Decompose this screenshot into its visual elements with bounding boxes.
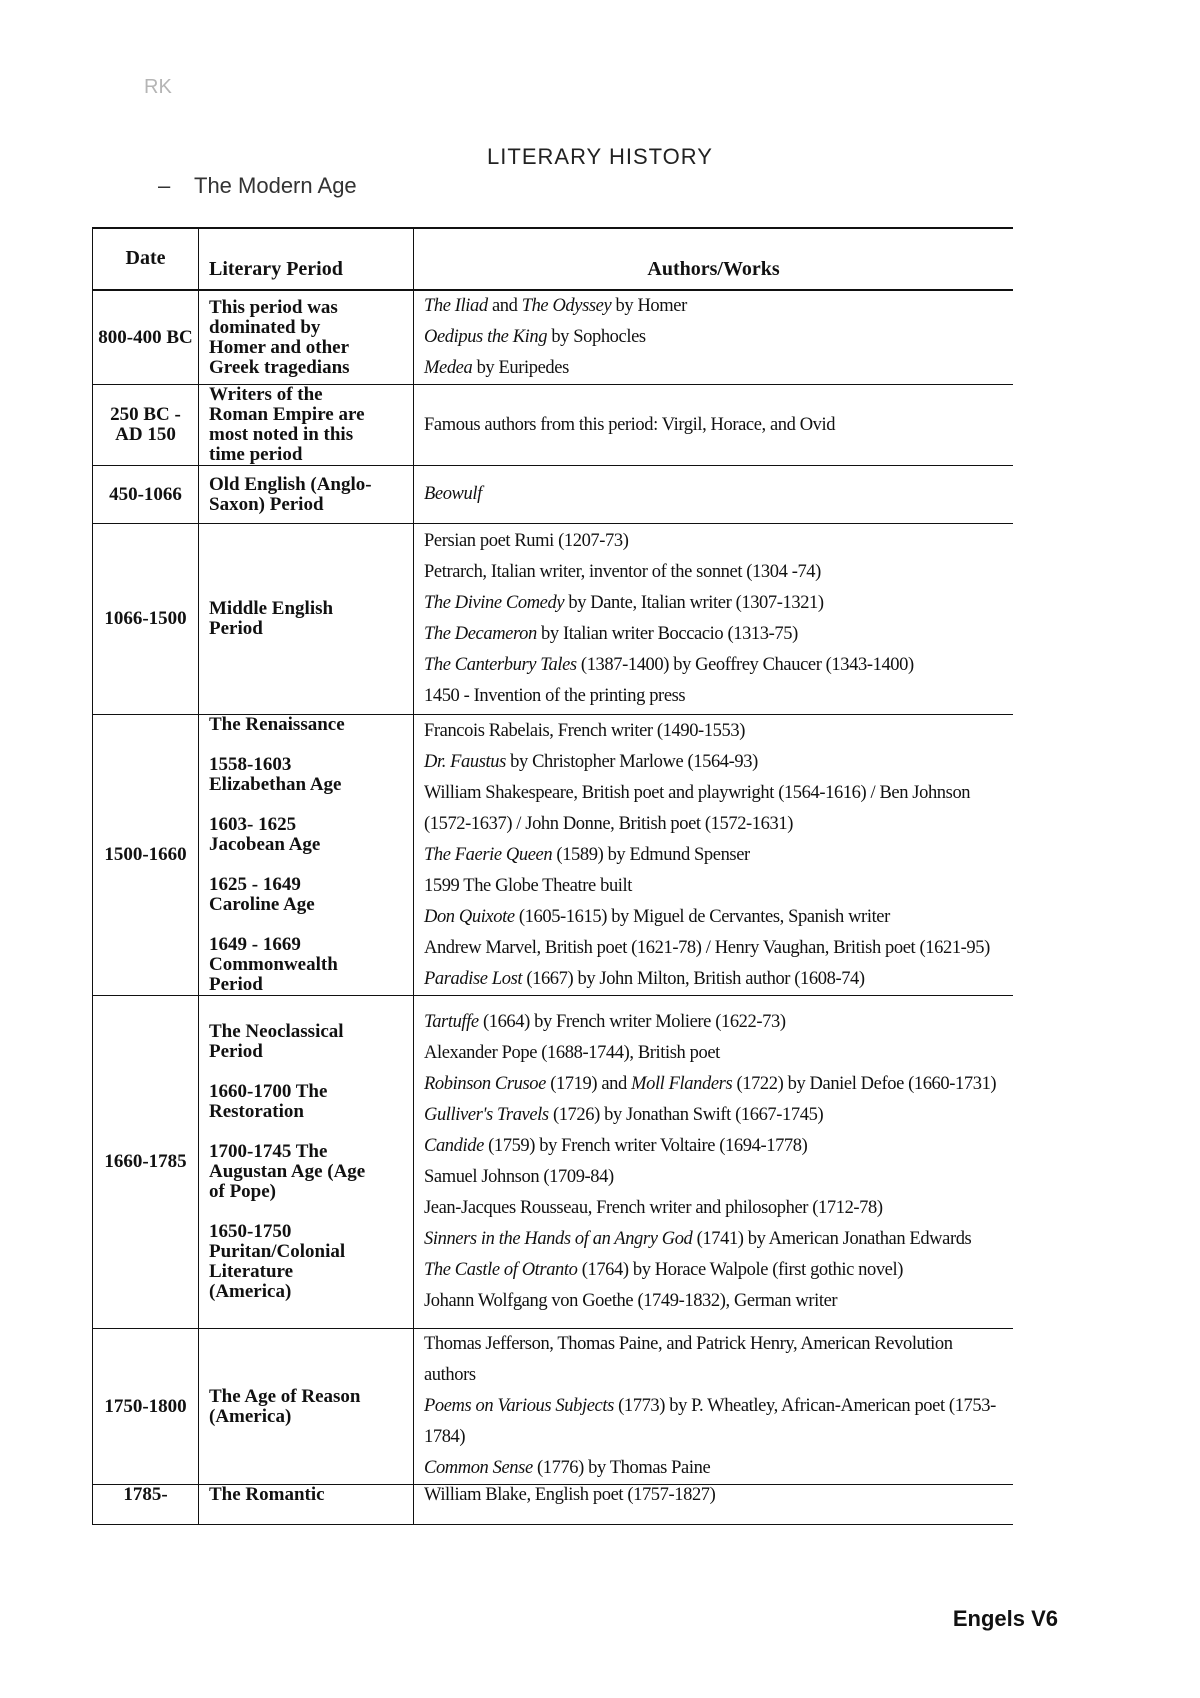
work-entry <box>424 716 1003 747</box>
work-entry <box>424 619 1003 650</box>
work-entry <box>424 588 1003 619</box>
table-row <box>93 1485 1014 1525</box>
work-entry <box>424 1193 1003 1224</box>
period-line: Old English (Anglo- <box>209 473 372 495</box>
work-entry <box>424 1162 1003 1193</box>
work-text: (1722) by Daniel Defoe (1660-1731) <box>732 1074 997 1094</box>
work-title: Sinners in the Hands of an Angry God <box>424 1229 693 1249</box>
row-literary-period <box>199 466 414 524</box>
row-date: 250 BC - AD 150 <box>93 385 199 466</box>
work-title: Medea <box>424 358 473 378</box>
work-entry <box>424 1131 1003 1162</box>
period-line: Augustan Age (Age <box>209 1161 366 1182</box>
period-line: of Pope) <box>209 1181 277 1202</box>
period-line: Commonwealth <box>209 954 338 975</box>
footer-label: Engels V6 <box>952 1606 1058 1631</box>
work-entry <box>424 291 1003 322</box>
work-title: Paradise Lost <box>424 968 523 989</box>
period-group <box>209 1022 407 1062</box>
work-text: by Italian writer Boccacio (1313-75) <box>536 624 798 644</box>
work-text: Persian poet Rumi (1207-73) <box>424 531 629 551</box>
period-line: Greek tragedians <box>209 356 350 378</box>
work-title: Don Quixote <box>424 906 515 927</box>
work-entry <box>424 1069 1003 1100</box>
period-line: Elizabethan Age <box>209 774 342 795</box>
period-group <box>209 599 407 639</box>
document-title: LITERARY HISTORY <box>487 144 713 169</box>
period-group <box>209 475 407 515</box>
header-authors-works: Authors/Works <box>414 228 1014 290</box>
period-line: Saxon) Period <box>209 493 324 515</box>
work-entry <box>424 1224 1003 1255</box>
row-authors-works <box>414 290 1014 385</box>
work-text: (1589) by Edmund Spenser <box>552 844 750 865</box>
work-title: The Divine Comedy <box>424 593 565 613</box>
work-entry <box>424 479 1003 510</box>
period-line: 1603- 1625 <box>209 814 297 835</box>
work-entry <box>424 526 1003 557</box>
period-line: dominated by <box>209 316 321 338</box>
work-entry <box>424 1391 1003 1453</box>
work-text: Petrarch, Italian writer, inventor of the sonnet (1304 -74) <box>424 562 821 582</box>
work-entry <box>424 840 1003 871</box>
period-group <box>209 298 407 378</box>
period-line: Jacobean Age <box>209 834 321 855</box>
period-group <box>209 715 407 735</box>
period-line: Period <box>209 618 263 639</box>
work-title: Candide <box>424 1136 484 1156</box>
row-date: 1066-1500 <box>93 524 199 715</box>
work-entry <box>424 964 1003 995</box>
period-line: Literature <box>209 1261 294 1282</box>
row-authors-works <box>414 385 1014 466</box>
row-authors-works <box>414 715 1014 996</box>
work-text: Alexander Pope (1688-1744), British poet <box>424 1043 720 1063</box>
row-date: 450-1066 <box>93 466 199 524</box>
table-row <box>93 385 1014 466</box>
work-title: Common Sense <box>424 1458 533 1478</box>
period-group <box>209 755 407 795</box>
period-line: The Romantic <box>209 1484 325 1505</box>
work-entry <box>424 871 1003 902</box>
work-text: Francois Rabelais, French writer (1490-1553) <box>424 720 745 741</box>
work-entry <box>424 1485 1003 1505</box>
work-entry <box>424 1007 1003 1038</box>
row-date: 1500-1660 <box>93 715 199 996</box>
period-line: Caroline Age <box>209 894 315 915</box>
period-line: Roman Empire are <box>209 404 365 425</box>
work-text: Samuel Johnson (1709-84) <box>424 1167 614 1187</box>
subtitle-dash: – <box>158 173 171 198</box>
work-text: Jean-Jacques Rousseau, French writer and philosopher (1712-78) <box>424 1198 883 1218</box>
work-text: 1599 The Globe Theatre built <box>424 875 633 896</box>
work-text: (1605-1615) by Miguel de Cervantes, Spanish writer <box>514 906 890 927</box>
period-line: Writers of the <box>209 384 323 405</box>
row-authors-works <box>414 524 1014 715</box>
header-date: Date <box>93 228 199 290</box>
period-line: The Renaissance <box>209 714 345 735</box>
row-date: 1785- <box>93 1485 199 1525</box>
document-subtitle <box>158 173 357 199</box>
work-entry <box>424 557 1003 588</box>
work-text: William Shakespeare, British poet and playwright (1564-1616) / Ben Johnson (1572-1637) / John Donne, British poet (1572-1631) <box>424 782 971 834</box>
period-group <box>209 815 407 855</box>
period-line: The Age of Reason <box>209 1385 361 1407</box>
work-entry <box>424 933 1003 964</box>
work-text: by Sophocles <box>547 327 646 347</box>
work-text: Johann Wolfgang von Goethe (1749-1832), German writer <box>424 1291 838 1311</box>
work-text: Famous authors from this period: Virgil, Horace, and Ovid <box>424 414 836 435</box>
period-line: Puritan/Colonial <box>209 1241 346 1262</box>
work-title: The Decameron <box>424 624 537 644</box>
row-literary-period <box>199 996 414 1329</box>
work-text: (1664) by French writer Moliere (1622-73) <box>478 1012 786 1032</box>
work-entry <box>424 902 1003 933</box>
table-body <box>93 290 1014 1525</box>
work-text: (1741) by American Jonathan Edwards <box>692 1229 972 1249</box>
work-text: and <box>487 296 522 316</box>
work-entry <box>424 778 1003 840</box>
row-literary-period <box>199 290 414 385</box>
table-row <box>93 290 1014 385</box>
work-text: by Dante, Italian writer (1307-1321) <box>564 593 824 613</box>
work-entry <box>424 410 1003 441</box>
period-line: (America) <box>209 1281 292 1302</box>
period-line: Homer and other <box>209 336 350 358</box>
work-title: The Iliad <box>424 296 488 316</box>
period-line: most noted in this <box>209 424 354 445</box>
period-line: (America) <box>209 1405 292 1427</box>
header-literary-period: Literary Period <box>199 228 414 290</box>
work-title: Moll Flanders <box>631 1074 733 1094</box>
row-authors-works <box>414 1329 1014 1485</box>
period-group <box>209 1222 407 1302</box>
period-line: Period <box>209 1041 263 1062</box>
work-text: William Blake, English poet (1757-1827) <box>424 1485 716 1505</box>
table-row <box>93 524 1014 715</box>
period-group <box>209 935 407 995</box>
work-entry <box>424 681 1003 712</box>
work-title: Beowulf <box>424 484 482 504</box>
period-group <box>209 1082 407 1122</box>
table-row <box>93 996 1014 1329</box>
work-entry <box>424 1286 1003 1317</box>
period-line: 1649 - 1669 <box>209 934 301 955</box>
row-literary-period <box>199 385 414 466</box>
period-group <box>209 1387 407 1427</box>
table-row <box>93 466 1014 524</box>
work-text: (1719) and <box>545 1074 632 1094</box>
work-entry <box>424 1100 1003 1131</box>
work-title: Robinson Crusoe <box>424 1074 546 1094</box>
period-group <box>209 1142 407 1202</box>
work-title: The Faerie Queen <box>424 844 553 865</box>
work-text: (1759) by French writer Voltaire (1694-1778) <box>483 1136 808 1156</box>
period-line: 1700-1745 The <box>209 1141 328 1162</box>
row-date: 800-400 BC <box>93 290 199 385</box>
work-text: (1773) by P. Wheatley, African-American poet (1753-1784) <box>424 1396 996 1447</box>
literary-history-table <box>92 227 1013 1525</box>
work-text: Andrew Marvel, British poet (1621-78) / Henry Vaughan, British poet (1621-95) <box>424 937 990 958</box>
work-title: The Odyssey <box>521 296 612 316</box>
work-entry <box>424 353 1003 384</box>
work-title: The Castle of Otranto <box>424 1260 578 1280</box>
period-line: This period was <box>209 296 338 318</box>
row-date: 1750-1800 <box>93 1329 199 1485</box>
work-text: (1667) by John Milton, British author (1608-74) <box>522 968 865 989</box>
row-authors-works <box>414 466 1014 524</box>
work-text: 1450 - Invention of the printing press <box>424 686 686 706</box>
work-title: Poems on Various Subjects <box>424 1396 614 1416</box>
work-entry <box>424 322 1003 353</box>
work-text: (1726) by Jonathan Swift (1667-1745) <box>548 1105 824 1125</box>
work-title: Gulliver's Travels <box>424 1105 549 1125</box>
work-text: Thomas Jefferson, Thomas Paine, and Patrick Henry, American Revolution authors <box>424 1334 953 1385</box>
row-literary-period <box>199 1329 414 1485</box>
period-line: Middle English <box>209 598 334 619</box>
row-date: 1660-1785 <box>93 996 199 1329</box>
period-line: Restoration <box>209 1101 304 1122</box>
period-group <box>209 875 407 915</box>
row-literary-period <box>199 1485 414 1525</box>
period-line: Period <box>209 974 263 995</box>
work-text: by Euripedes <box>472 358 569 378</box>
period-line: time period <box>209 444 303 465</box>
work-entry <box>424 1453 1003 1484</box>
work-entry <box>424 1329 1003 1391</box>
work-title: Dr. Faustus <box>424 751 506 772</box>
period-line: 1660-1700 The <box>209 1081 328 1102</box>
period-line: The Neoclassical <box>209 1021 344 1042</box>
work-title: Oedipus the King <box>424 327 548 347</box>
work-entry <box>424 747 1003 778</box>
work-title: Tartuffe <box>424 1012 479 1032</box>
literary-history-table-wrapper <box>92 227 1013 1561</box>
period-group <box>209 1485 407 1505</box>
work-title: The Canterbury Tales <box>424 655 577 675</box>
work-text: by Homer <box>611 296 687 316</box>
work-entry <box>424 650 1003 681</box>
period-line: 1650-1750 <box>209 1221 292 1242</box>
row-literary-period <box>199 524 414 715</box>
period-line: 1625 - 1649 <box>209 874 301 895</box>
table-row <box>93 1329 1014 1485</box>
header-initials: RK <box>144 76 172 98</box>
work-entry <box>424 1038 1003 1069</box>
work-text: by Christopher Marlowe (1564-93) <box>505 751 758 772</box>
table-header-row <box>93 228 1014 290</box>
row-literary-period <box>199 715 414 996</box>
work-entry <box>424 1255 1003 1286</box>
row-authors-works <box>414 1485 1014 1525</box>
subtitle-text: The Modern Age <box>194 173 357 198</box>
work-text: (1387-1400) by Geoffrey Chaucer (1343-1400) <box>576 655 914 675</box>
period-line: 1558-1603 <box>209 754 292 775</box>
row-authors-works <box>414 996 1014 1329</box>
work-text: (1776) by Thomas Paine <box>532 1458 711 1478</box>
period-group <box>209 385 407 465</box>
table-row <box>93 715 1014 996</box>
work-text: (1764) by Horace Walpole (first gothic novel) <box>577 1260 903 1280</box>
